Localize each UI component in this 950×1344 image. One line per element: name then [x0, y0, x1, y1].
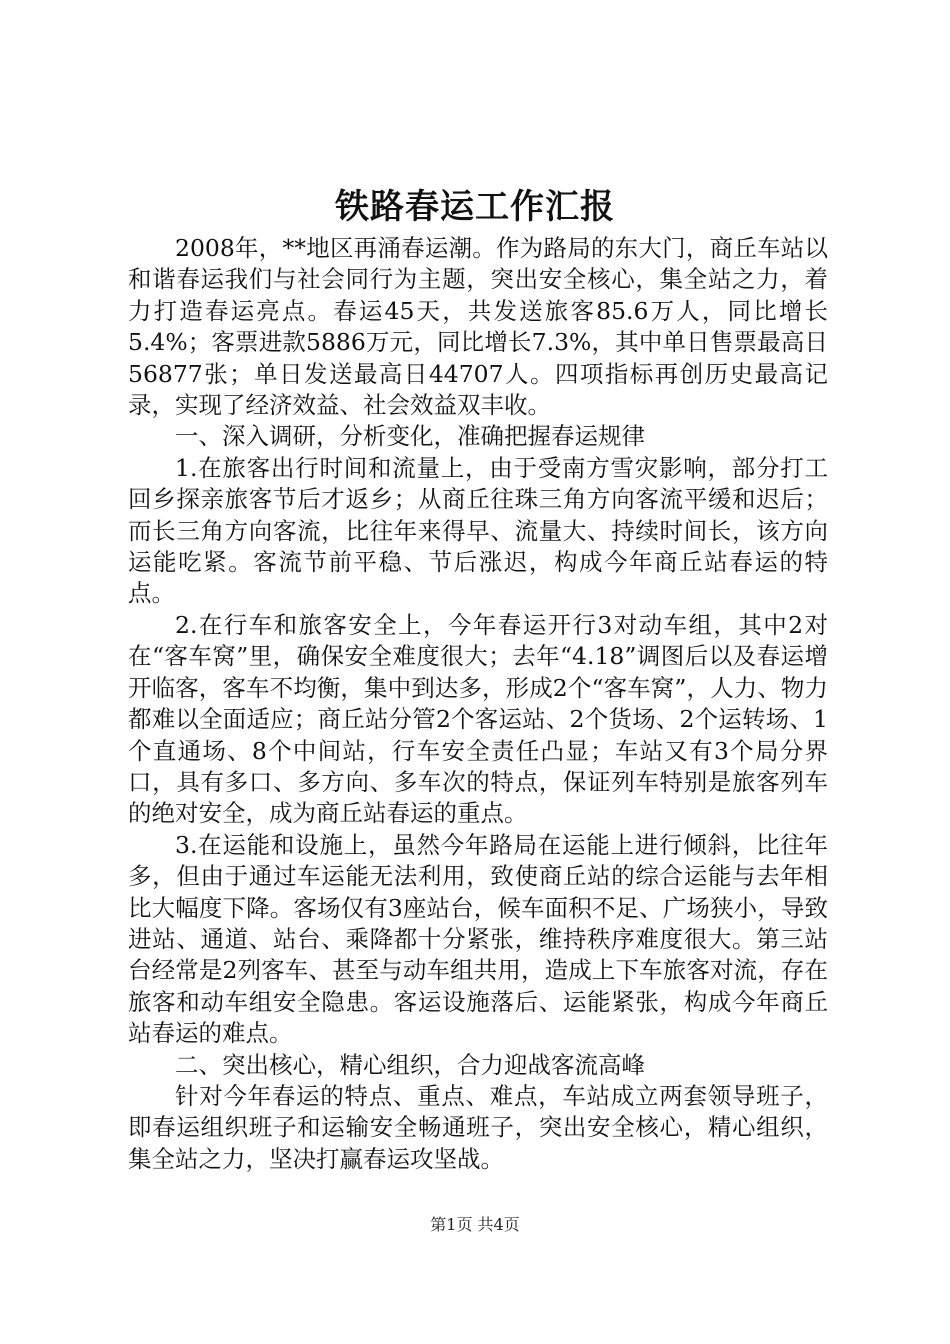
closing-paragraph: 针对今年春运的特点、重点、难点，车站成立两套领导班子，即春运组织班子和运输安全畅通班子，突出安全核心，精心组织，集全站之力，坚决打赢春运攻坚战。 — [128, 1081, 828, 1173]
document-body — [128, 233, 828, 1175]
section-heading-2: 二、突出核心，精心组织，合力迎战客流高峰 — [175, 1050, 645, 1079]
document-title: 铁路春运工作汇报 — [335, 187, 615, 227]
section-heading-1: 一、深入调研，分析变化，准确把握春运规律 — [175, 422, 645, 451]
paragraph-item-3: 3.在运能和设施上，虽然今年路局在运能上进行倾斜，比往年多，但由于通过车运能无法利用，致使商丘站的综合运能与去年相比大幅度下降。客场仅有3座站台，候车面积不足、广场狭小，导致进站、通道、站台、乘降都十分紧张，维持秩序难度很大。第三站台经常是2列客车、甚至与动车组共用，造成上下车旅客对流，存在旅客和动车组安全隐患。客运设施落后、运能紧张，构成今年商丘站春运的难点。 — [128, 830, 828, 1048]
paragraph-item-1: 1.在旅客出行时间和流量上，由于受南方雪灾影响，部分打工回乡探亲旅客节后才返乡；从商丘往珠三角方向客流平缓和迟后；而长三角方向客流，比往年来得早、流量大、持续时间长，该方向运能吃紧。客流节前平稳、节后涨迟，构成今年商丘站春运的特点。 — [128, 453, 828, 608]
page-number-footer: 第1页 共4页 — [430, 1215, 520, 1234]
intro-paragraph: 2008年，**地区再涌春运潮。作为路局的东大门，商丘车站以和谐春运我们与社会同行为主题，突出安全核心，集全站之力，着力打造春运亮点。春运45天，共发送旅客85.6万人，同比增长5.4%；客票进款5886万元，同比增长7.3%，其中单日售票最高日56877张；单日发送最高日44707人。四项指标再创历史最高记录，实现了经济效益、社会效益双丰收。 — [128, 234, 828, 420]
paragraph-item-2: 2.在行车和旅客安全上，今年春运开行3对动车组，其中2对在“客车窝”里，确保安全难度很大；去年“4.18”调图后以及春运增开临客，客车不均衡，集中到达多，形成2个“客车窝”，人力、物力都难以全面适应；商丘站分管2个客运站、2个货场、2个运转场、1个直通场、8个中间站，行车安全责任凸显；车站又有3个局分界口，具有多口、多方向、多车次的特点，保证列车特别是旅客列车的绝对安全，成为商丘站春运的重点。 — [128, 610, 828, 828]
